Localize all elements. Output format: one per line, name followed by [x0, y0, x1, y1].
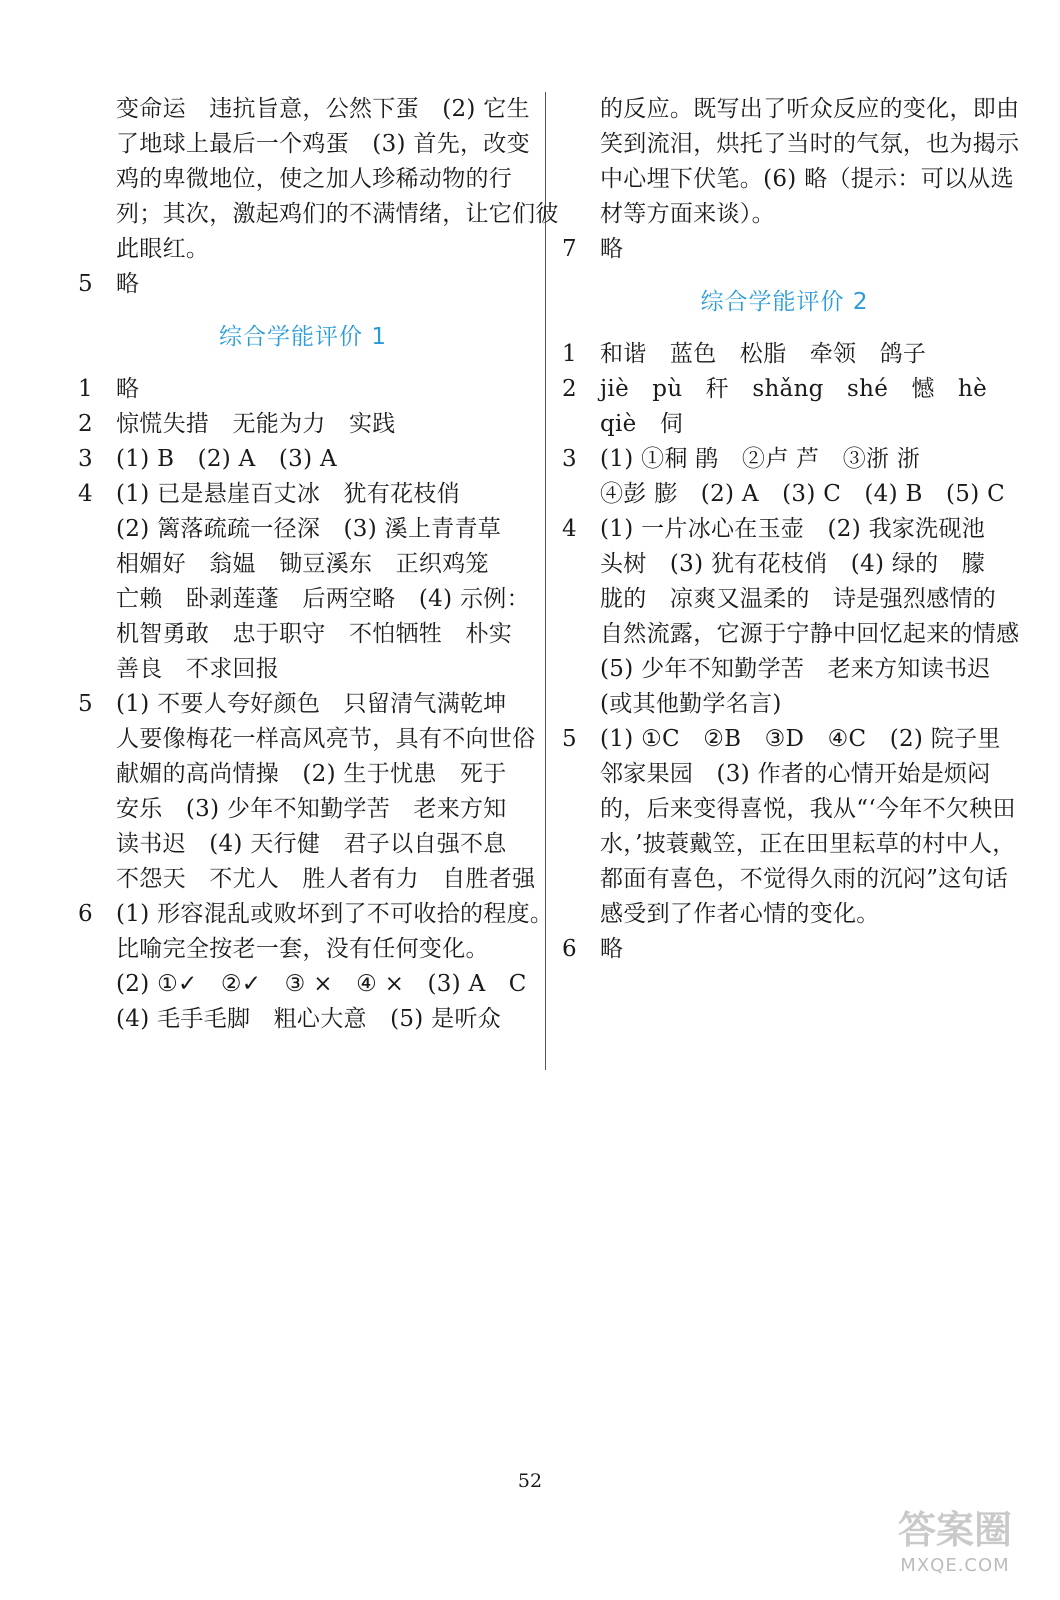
- answer-item: [78, 372, 528, 407]
- answer-item: [562, 372, 1007, 407]
- line-text: (1) 形容混乱或败坏到了不可收拾的程度。: [116, 901, 554, 927]
- line-text: 略: [116, 376, 140, 402]
- line-text: (1) 已是悬崖百丈冰 犹有花枝俏: [116, 481, 460, 507]
- watermark-text: MXQE.COM: [900, 1555, 1010, 1576]
- item-number: 2: [562, 376, 577, 402]
- line-text: 和谐 蓝色 松脂 牵领 鸽子: [600, 341, 927, 367]
- answer-item: [562, 722, 1007, 757]
- line-text: (2) 篱落疏疏一径深 (3) 溪上青青草: [116, 516, 502, 542]
- line-text: 亡赖 卧剥莲蓬 后两空略 (4) 示例：: [116, 586, 530, 612]
- line-text: 比喻完全按老一套，没有任何变化。: [116, 936, 489, 962]
- line-text: 变命运 违抗旨意，公然下蛋 (2) 它生: [116, 96, 530, 122]
- line-text: 邻家果园 (3) 作者的心情开始是烦闷: [600, 761, 991, 787]
- line-text: 略: [600, 236, 624, 262]
- line-text: 头树 (3) 犹有花枝俏 (4) 绿的 朦: [600, 551, 986, 577]
- line-text: 中心埋下伏笔。(6) 略（提示：可以从选: [600, 166, 1014, 192]
- page-number: 52: [517, 1470, 543, 1492]
- item-number: 2: [78, 411, 93, 437]
- item-number: 1: [78, 376, 93, 402]
- line-text: 献媚的高尚情操 (2) 生于忧患 死于: [116, 761, 507, 787]
- text-line: [78, 582, 528, 617]
- answer-item: [562, 232, 1007, 267]
- answer-item: [562, 512, 1007, 547]
- line-text: 材等方面来谈）。: [600, 201, 775, 227]
- text-line: [562, 582, 1007, 617]
- text-line: [78, 127, 528, 162]
- text-line: [562, 162, 1014, 197]
- answer-item: [562, 337, 1007, 372]
- text-line: [78, 547, 528, 582]
- watermark-mark: 答案圈: [897, 1508, 1012, 1552]
- answer-item: [562, 932, 1007, 967]
- text-line: [78, 757, 528, 792]
- item-number: 3: [562, 446, 577, 472]
- item-number: 1: [562, 341, 577, 367]
- line-text: 相媚好 翁媪 锄豆溪东 正织鸡笼: [116, 551, 489, 577]
- text-line: [78, 512, 528, 547]
- text-line: [78, 92, 528, 127]
- line-text: ④彭 膨 (2) A (3) C (4) B (5) C: [600, 481, 1005, 507]
- item-number: 5: [562, 726, 577, 752]
- line-text: 安乐 (3) 少年不知勤学苦 老来方知: [116, 796, 507, 822]
- text-line: [562, 792, 1016, 827]
- item-number: 5: [78, 691, 93, 717]
- text-line: [78, 722, 536, 757]
- text-line: [78, 862, 536, 897]
- line-text: (1) 一片冰心在玉壶 (2) 我家洗砚池: [600, 516, 986, 542]
- item-number: 4: [562, 516, 577, 542]
- answer-item: [78, 897, 554, 932]
- line-text: 都面有喜色，不觉得久雨的沉闷”这句话: [600, 866, 1009, 892]
- line-text: (或其他勤学名言): [600, 691, 782, 717]
- right-column: [562, 92, 1020, 967]
- line-text: 了地球上最后一个鸡蛋 (3) 首先，改变: [116, 131, 530, 157]
- text-line: [78, 162, 528, 197]
- text-line: [78, 232, 528, 267]
- line-text: 的反应。既写出了听众反应的变化，即由: [600, 96, 1020, 122]
- text-line: [562, 197, 1007, 232]
- text-line: [562, 827, 1016, 862]
- line-text: 鸡的卑微地位，使之加人珍稀动物的行: [116, 166, 513, 192]
- item-number: 7: [562, 236, 577, 262]
- text-line: [562, 617, 1020, 652]
- answer-item: [78, 687, 528, 722]
- item-number: 3: [78, 446, 93, 472]
- text-line: [78, 1002, 528, 1037]
- item-number: 5: [78, 271, 93, 297]
- text-line: [78, 827, 528, 862]
- text-line: [562, 92, 1020, 127]
- answer-item: [78, 407, 528, 442]
- text-line: [562, 547, 1007, 582]
- line-text: 略: [116, 271, 140, 297]
- line-text: (5) 少年不知勤学苦 老来方知读书迟: [600, 656, 991, 682]
- line-text: (1) 不要人夸好颜色 只留清气满乾坤: [116, 691, 507, 717]
- line-text: 的，后来变得喜悦，我从“‘今年不欠秧田: [600, 796, 1016, 822]
- line-text: (1) ①秱 鹃 ②卢 芦 ③浙 浙: [600, 446, 921, 472]
- line-text: 自然流露，它源于宁静中回忆起来的情感: [600, 621, 1020, 647]
- text-line: [562, 757, 1007, 792]
- answer-item: [78, 267, 528, 302]
- item-number: 4: [78, 481, 93, 507]
- section-title: 综合学能评价 1: [219, 324, 387, 350]
- line-text: qiè 伺: [600, 411, 684, 437]
- item-number: 6: [562, 936, 577, 962]
- answer-item: [562, 442, 1007, 477]
- left-column: [78, 92, 559, 1037]
- line-text: 胧的 凉爽又温柔的 诗是强烈感情的: [600, 586, 997, 612]
- line-text: (4) 毛手毛脚 粗心大意 (5) 是听众: [116, 1006, 502, 1032]
- line-text: 惊慌失措 无能为力 实践: [116, 411, 396, 437]
- text-line: [562, 127, 1020, 162]
- line-text: jiè pù 秆 shǎng shé 憾 hè: [600, 376, 988, 402]
- line-text: (2) ①✓ ②✓ ③ × ④ × (3) A C: [116, 971, 527, 997]
- line-text: 感受到了作者心情的变化。: [600, 901, 880, 927]
- line-text: 读书迟 (4) 天行健 君子以自强不息: [116, 831, 507, 857]
- line-text: 机智勇敢 忠于职守 不怕牺牲 朴实: [116, 621, 513, 647]
- line-text: 水，’披蓑戴笠，正在田里耘草的村中人，: [600, 831, 1016, 857]
- item-number: 6: [78, 901, 93, 927]
- answer-item: [78, 442, 528, 477]
- line-text: 人要像梅花一样高风亮节，具有不向世俗: [116, 726, 536, 752]
- line-text: 不怨天 不尤人 胜人者有力 自胜者强: [116, 866, 536, 892]
- line-text: 笑到流泪，烘托了当时的气氛，也为揭示: [600, 131, 1020, 157]
- line-text: 略: [600, 936, 624, 962]
- text-line: [78, 617, 528, 652]
- line-text: (1) B (2) A (3) A: [116, 446, 337, 472]
- line-text: 此眼红。: [116, 236, 210, 262]
- line-text: 善良 不求回报: [116, 656, 280, 682]
- text-line: [562, 407, 1007, 442]
- text-line: [562, 897, 1007, 932]
- text-line: [562, 652, 1007, 687]
- text-line: [562, 862, 1007, 897]
- text-line: [562, 687, 1007, 722]
- text-line: [78, 652, 528, 687]
- text-line: [78, 792, 528, 827]
- text-line: [562, 477, 1007, 512]
- line-text: (1) ①C ②B ③D ④C (2) 院子里: [600, 726, 1001, 752]
- text-line: [78, 967, 528, 1002]
- text-line: [78, 932, 528, 967]
- section-title: 综合学能评价 2: [700, 289, 869, 315]
- watermark-logo: [870, 1505, 1040, 1585]
- line-text: 列；其次，激起鸡们的不满情绪，让它们彼: [116, 201, 559, 227]
- text-line: [78, 197, 559, 232]
- answer-item: [78, 477, 528, 512]
